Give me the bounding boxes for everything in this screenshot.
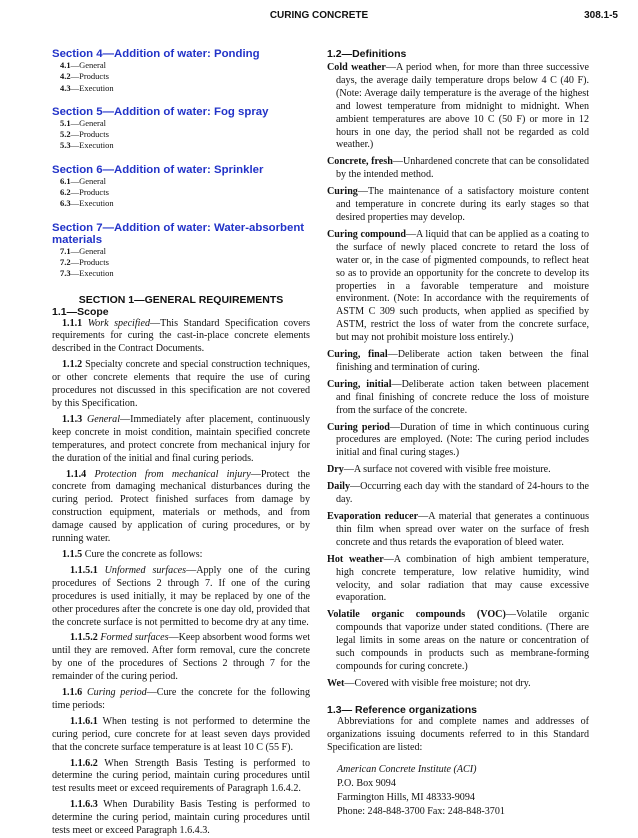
definition-item: Dry—A surface not covered with visible free moisture. (327, 464, 551, 476)
paragraph: 1.1.6 Curing period—Cure the concrete for the following time periods: (52, 687, 311, 711)
toc-subitem: 4.2—Products (60, 71, 109, 82)
address-line: Farmington Hills, MI 48333-9094 (337, 792, 475, 804)
phone-line: Phone: 248-848-3700 Fax: 248-848-3701 (337, 806, 505, 818)
toc-subitem: 5.1—General (60, 117, 107, 128)
paragraph: 1.1.1 Work specified—This Standard Specification covers requirements for curing the cast-in-place concrete elements described in the Contract Documents. (52, 317, 310, 355)
address-block (327, 763, 589, 820)
toc-subitem: 7.2—Products (60, 256, 109, 267)
paragraph: 1.1.6.3 When Durability Basis Testing is performed to determine the curing period, maintain curing procedures until tests meet or exceed Paragraph 1.6.4.3. (52, 799, 310, 837)
toc-link[interactable]: Section 7—Addition of water: Water-absorbent materials (52, 221, 305, 246)
paragraph: 1.1.3 General—Immediately after placement, continuously keep concrete in moist condition, maintain specified concrete temperatures, and protect concrete from mechanical injury for the duration of the initial and final curing periods. (52, 413, 310, 464)
paragraph: 1.1.6.1 When testing is not performed to determine the curing period, cure concrete for at least seven days provided that the concrete surface temperature is at least 10 C (55 F). (52, 715, 310, 753)
paragraph: 1.1.5.1 Unformed surfaces—Apply one of the curing procedures of Sections 2 through 7. If one of the curing procedures is used initially, it may be replaced by one of the other procedures after the concrete is one day old, provided that the concrete surface is not permitted to become dry at any time. (52, 564, 310, 628)
paragraph: Abbreviations for and complete names and addresses of organizations issuing documents referred to in this Standard Specification are listed: (327, 715, 589, 753)
toc-subitem: 7.3—Execution (60, 268, 114, 279)
definition-item: Wet—Covered with visible free moisture; not dry. (327, 677, 531, 689)
org-name: American Concrete Institute (ACI) (337, 763, 477, 775)
paragraph: 1.1.6.2 When Strength Basis Testing is performed to determine the curing period, maintain curing procedures until test results meet or exceed requirements of Paragraph 1.6.4.2. (52, 757, 310, 795)
paragraph: 1.1.5 Cure the concrete as follows: (62, 548, 203, 560)
toc-section-5 (52, 106, 310, 152)
toc-subitem: 6.3—Execution (60, 198, 114, 209)
toc-subitem: 4.3—Execution (60, 82, 114, 93)
toc-subitem: 5.3—Execution (60, 140, 114, 151)
running-title: CURING CONCRETE (269, 10, 369, 21)
toc-subitem: 5.2—Products (60, 129, 109, 140)
paragraph: 1.1.4 Protection from mechanical injury—Protect the concrete from damaging mechanical disturbances during the curing period. Protect finished surfaces from damage by construction equipment, materials or methods, and from damage caused by application of curing procedures, or by running water. (52, 468, 310, 545)
definition-item: Volatile organic compounds (VOC)—Volatile organic compounds that vaporize under stated conditions. (There are legal limits in some areas on the nature or concentration of such compounds in products such as membrane-forming compounds for curing concrete.) (327, 609, 589, 672)
toc-link[interactable]: Section 5—Addition of water: Fog spray (52, 105, 269, 118)
toc-subitem: 6.2—Products (60, 187, 109, 198)
paragraph: 1.1.5.2 Formed surfaces—Keep absorbent wood forms wet until they are removed. After form removal, cure the concrete by one of the procedures of Sections 2 through 7 for the remainder of the curing period. (52, 632, 311, 683)
definition-item: Daily—Occurring each day with the standard of 24-hours to the day. (327, 481, 589, 506)
section-heading: SECTION 1—GENERAL REQUIREMENTS (78, 293, 284, 306)
subsection-heading: 1.3— Reference organizations (327, 703, 477, 716)
paragraph: 1.1.2 Specialty concrete and special construction techniques, or other concrete elements that require the use of curing procedures not discussed in this specification are not covered by this Specification. (52, 359, 310, 409)
toc-subitem: 6.1—General (60, 175, 107, 186)
subsection-heading: 1.2—Definitions (327, 48, 407, 60)
toc-section-7 (52, 222, 310, 280)
right-column (327, 40, 589, 820)
definition-item: Hot weather—A combination of high ambient temperature, high concrete temperature, low relative humidity, wind velocity, and solar radiation that may cause excessive evaporation. (327, 553, 589, 604)
definition-item: Curing period—Duration of time in which continuous curing procedures are employed. (Note: The curing period includes initial and final curing stages.) (327, 421, 589, 459)
definition-item: Curing, initial—Deliberate action taken between placement and final finishing of concrete reduce the loss of moisture from the surface of the concrete. (327, 378, 590, 416)
page-number: 308.1-5 (584, 10, 618, 21)
address-line: P.O. Box 9094 (337, 777, 396, 789)
page-header (0, 10, 638, 26)
definition-item: Cold weather—A period when, for more than three successive days, the average daily temperature drops below 4 C (40 F). (Note: Average daily temperature is the average of the highest and lowest temperature from midnight to midnight. When ambient temperatures are above 10 C (50 F) or more in 12 hours in one day, the period shall not be regarded as cold weather.) (327, 62, 589, 151)
left-column (52, 40, 310, 838)
definition-item: Curing, final—Deliberate action taken between the final finishing and termination of curing. (327, 349, 589, 373)
toc-section-4 (52, 48, 310, 94)
toc-section-6 (52, 164, 310, 210)
definition-item: Curing compound—A liquid that can be applied as a coating to the surface of newly placed concrete to retard the loss of water or, in the case of pigmented compounds, to reflect heat so as to provide an opportunity for the concrete to develop its properties in a favorable temperature and moisture environment. (Note: In accordance with the requirements of ASTM C 309 such products, when applied as specified by ASTM, restrict the loss of water from the concrete surface, but may not prohibit moisture loss entirely.) (327, 228, 589, 344)
subsection-heading: 1.1—Scope (52, 305, 109, 318)
definition-item: Evaporation reducer—A material that generates a continuous thin film when spread over water on the surface of fresh concrete and thus retards the evaporation of bleed water. (327, 511, 590, 548)
definition-item: Concrete, fresh—Unhardened concrete that can be consolidated by the intended method. (327, 156, 590, 181)
toc-link[interactable]: Section 6—Addition of water: Sprinkler (52, 163, 264, 176)
definition-item: Curing—The maintenance of a satisfactory moisture content and temperature in concrete during its early stages so that desired properties may develop. (327, 186, 589, 223)
toc-link[interactable]: Section 4—Addition of water: Ponding (52, 48, 260, 60)
toc-subitem: 7.1—General (60, 245, 107, 256)
toc-subitem: 4.1—General (60, 60, 107, 70)
